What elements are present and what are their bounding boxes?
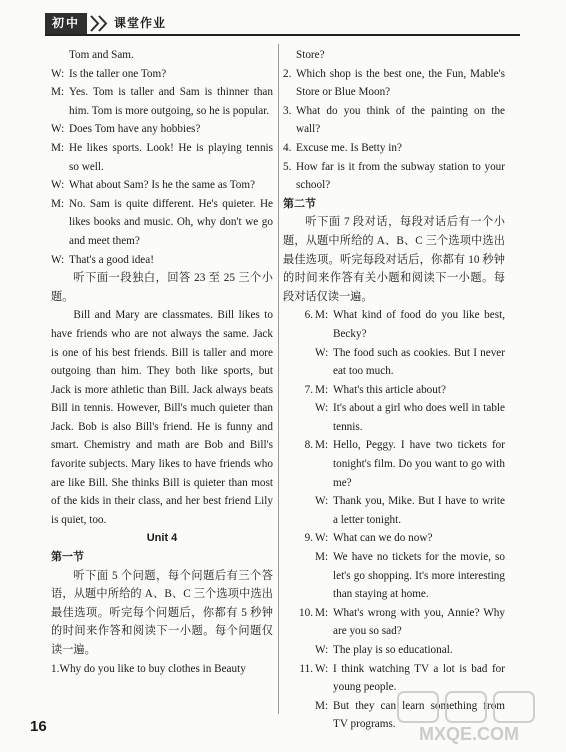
dialog-line: W: It's about a girl who does well in table tennis. [315, 402, 505, 433]
watermark-logo [394, 688, 544, 746]
dialog-line: W: The play is so educational. [315, 644, 453, 656]
dialog-7 [283, 381, 505, 437]
dialog-6 [283, 306, 505, 380]
section-heading-2: 第二节 [283, 197, 316, 210]
dialog-9 [283, 529, 505, 603]
dialog-line: W: Does Tom have any hobbies? [51, 123, 201, 136]
unit-heading: Unit 4 [146, 532, 178, 545]
dialog-10 [283, 604, 505, 660]
header-rule [45, 34, 520, 36]
dialog-line: M: We have no tickets for the movie, so let's go shopping. It's more interesting than staying at home. [315, 551, 505, 601]
section-heading-1: 第一节 [51, 551, 84, 564]
page-number: 16 [30, 718, 47, 735]
dialog-line: 10. M: What's wrong with you, Annie? Why are you so sad? [299, 606, 505, 638]
question-3: 3. What do you think of the painting on the wall? [283, 104, 505, 136]
monologue-instruction: 听下面一段独白，回答 23 至 25 三个小题。 [51, 272, 273, 303]
dialog-line: 6. M: What kind of food do you like best, Becky? [304, 309, 505, 340]
dialog-8 [283, 436, 505, 529]
dialog-line: 8. M: Hello, Peggy. I have two tickets for tonight's film. Do you want to go with me? [304, 439, 505, 489]
dialog-line: 7. M: What's this article about? [304, 383, 446, 396]
section-1-instruction: 听下面 5 个问题，每个问题后有三个答语，从题中所给的 A、B、C 三个选项中选出最佳选项。听完每个问题后，你都有 5 秒钟的时间来作答和阅读下一小题。每个问题仅读一遍。 [51, 569, 273, 656]
dialog-line: W: That's a good idea! [51, 253, 154, 266]
dialog-line: 11. W: I think watching TV a lot is bad for young people. [299, 662, 505, 694]
dialog-line: M: But they can learn something from TV programs. [315, 699, 505, 731]
question-4: 4. Excuse me. Is Betty in? [283, 141, 402, 154]
monologue-text: Bill and Mary are classmates. Bill likes to have friends who are not always the same. Jack is one of his best friends. Bill is taller and more outgoing than him. They both like sports, but Jack is more athletic than Bill. Jack always beats Bill in tennis. However, Bill's much quieter than Jack. Bob is also Bill's friend. He is funny and smart. Chemistry and math are Bob and Bill's favorite subjects. Mary likes to have friends who are like Bill. She thinks Bill is quieter than most of the kids in their class, and her best friend Lily is quiet, too. [51, 309, 273, 526]
watermark-text: MXQE.COM [418, 724, 520, 744]
header-tab-junior: 初中 [45, 13, 87, 34]
right-column [283, 46, 505, 734]
dialog-line: M: He likes sports. Look! He is playing tennis so well. [51, 141, 273, 173]
column-divider [278, 44, 279, 714]
question-1-continued: Store? [296, 49, 325, 61]
dialog-line: M: Yes. Tom is taller and Sam is thinner than him. Tom is more outgoing, so he is popular. [51, 86, 273, 117]
page-header [0, 0, 566, 40]
question-2: 2. Which shop is the best one, the Fun, Mable's Store or Blue Moon? [283, 67, 505, 99]
section-2-instruction: 听下面 7 段对话，每段对话后有一个小题，从题中所给的 A、B、C 三个选项中选出最佳选项。听完每段对话后，你都有 10 秒钟的时间来作答有关小题和阅读下一小题。每段对话仅读一遍。 [283, 216, 505, 303]
dialog-line: W: What about Sam? Is he the same as Tom? [51, 179, 256, 192]
dialog-line: W: Thank you, Mike. But I have to write a letter tonight. [315, 495, 505, 526]
dialog-line: W: Is the taller one Tom? [51, 67, 167, 80]
dialog-line: W: The food such as cookies. But I never eat too much. [315, 346, 505, 378]
question-1: 1. Why do you like to buy clothes in Beauty [51, 662, 246, 675]
dialog-line: 9. W: What can we do now? [304, 532, 433, 545]
left-column [51, 46, 273, 678]
question-5: 5. How far is it from the subway station to your school? [283, 160, 505, 192]
dialog-line: Tom and Sam. [69, 49, 134, 61]
double-chevron-icon [88, 13, 110, 34]
header-subtitle: 课堂作业 [114, 16, 167, 30]
dialog-line: M: No. Sam is quite different. He's quieter. He likes books and music. Oh, why don't we go and meet them? [51, 197, 273, 247]
